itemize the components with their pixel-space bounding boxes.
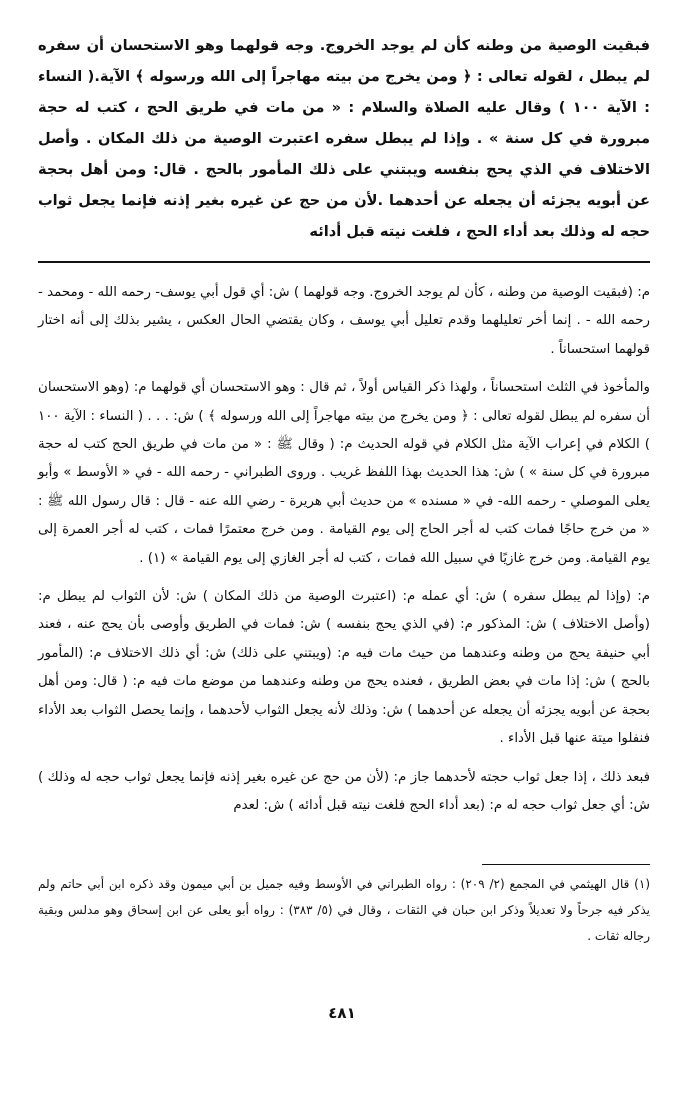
- matn-text: فبقيت الوصية من وطنه كأن لم يوجد الخروج. وجه قولهما وهو الاستحسان أن سفره لم يبطل ، لقوله تعالى : ﴿ ومن يخرج من بيته مهاجراً إلى الله ورسوله ﴾ الآية.( النساء : الآية ١٠٠ ) وقال عليه الصلاة والسلام : « من مات في طريق الحج ، كتب له حجة مبرورة في كل سنة » . وإذا لم يبطل سفره اعتبرت الوصية من ذلك المكان . وأصل الاختلاف في الذي يحج بنفسه ويبتني على ذلك المأمور بالحج . قال: ومن أهل بحجة عن أبويه يجزئه أن يجعله عن أحدهما .لأن من حج عن غيره بغير إذنه فإنما يجعل ثواب حجه له وذلك بعد أداء الحج ، فلغت نيته قبل أدائه: [38, 37, 651, 240]
- footnote-separator: [482, 864, 650, 865]
- sharh-paragraph-1: م: (فبقيت الوصية من وطنه ، كأن لم يوجد الخروج. وجه قولهما ) ش: أي قول أبي يوسف- رحمه الله - ومحمد - رحمه الله - . إنما أخر تعليلهما وقدم تعليل أبي يوسف ، وكان يقتضي الحال العكس ، يشير بذلك إلى أنه اختار قولهما استحساناً .: [38, 285, 650, 357]
- footnote: (١) قال الهيثمي في المجمع (٢/ ٢٠٩) : رواه الطبراني في الأوسط وفيه جميل بن أبي ميمون وقد ذكره ابن أبي حاتم ولم يذكر فيه جرحاً ولا تعديلاً وذكر ابن حبان في الثقات ، وقال في (٥/ ٣٨٣) : رواه أبو يعلى عن ابن إسحاق وهو مدلس وبقية رجاله ثقات .: [38, 877, 650, 944]
- sharh-paragraph-2: والمأخوذ في الثلث استحساناً ، ولهذا ذكر القياس أولاً ، ثم قال : وهو الاستحسان أي قولهما م: (وهو الاستحسان أن سفره لم يبطل لقوله تعالى : ﴿ ومن يخرج من بيته مهاجراً إلى الله ورسوله ﴾ ) ش: . . . ( النساء : الآية ١٠٠ ) الكلام في إعراب الآية مثل الكلام في قوله الحديث م: ( وقال ﷺ : « من مات في طريق الحج كتب له حجة مبرورة في كل سنة » ) ش: هذا الحديث بهذا اللفظ غريب . وروى الطبراني - رحمه الله - في « الأوسط » وأبو يعلى الموصلي - رحمه الله- في « مسنده » من حديث أبي هريرة - رضي الله عنه - قال : قال رسول الله ﷺ : « من خرج حاجًا فمات كتب له أجر الحاج إلى يوم القيامة . ومن خرج معتمرًا فمات ، كتب له أجر العمرة إلى يوم القيامة. ومن خرج غازيًا في سبيل الله فمات ، كتب له أجر الغازي إلى يوم القيامة » (١) .: [38, 380, 650, 566]
- paragraph-gap: [38, 754, 650, 764]
- page-number: ٤٨١: [328, 1004, 356, 1022]
- sharh-paragraph-3: م: (وإذا لم يبطل سفره ) ش: أي عمله م: (اعتبرت الوصية من ذلك المكان ) ش: لأن الثواب لم يبطل م: (وأصل الاختلاف ) ش: المذكور م: (في الذي يحج بنفسه ) ش: فمات في الطريق وأوصى بأن يحج عنه ، فعند أبي حنيفة يحج من وطنه وعندهما من حيث مات فيه م: (ويبتني على ذلك) ش: أي ذلك الاختلاف م: (المأمور بالحج ) ش: إذا مات في بعض الطريق ، فعنده يحج من وطنه وعندهما من موضع مات فيه م: ( قال: ومن أهل بحجة عن أبويه يجزئه أن يجعله عن أحدهما ) ش: وذلك لأنه يجعل الثواب لأحدهما ، وإنما يحصل الثواب بعد الأداء فنفلوا ميتة عنها قبل الأداء .: [38, 589, 650, 747]
- matn-separator: [38, 261, 650, 263]
- paragraph-gap: [38, 573, 650, 583]
- sharh-paragraph-4: فبعد ذلك ، إذا جعل ثواب حجته لأحدهما جاز م: (لأن من حج عن غيره بغير إذنه فإنما يجعل ثواب حجه له وذلك ) ش: أي جعل ثواب حجه له م: (بعد أداء الحج فلغت نيته قبل أدائه ) ش: لعدم: [38, 769, 650, 813]
- page-body: [38, 30, 650, 949]
- paragraph-gap: [38, 364, 650, 374]
